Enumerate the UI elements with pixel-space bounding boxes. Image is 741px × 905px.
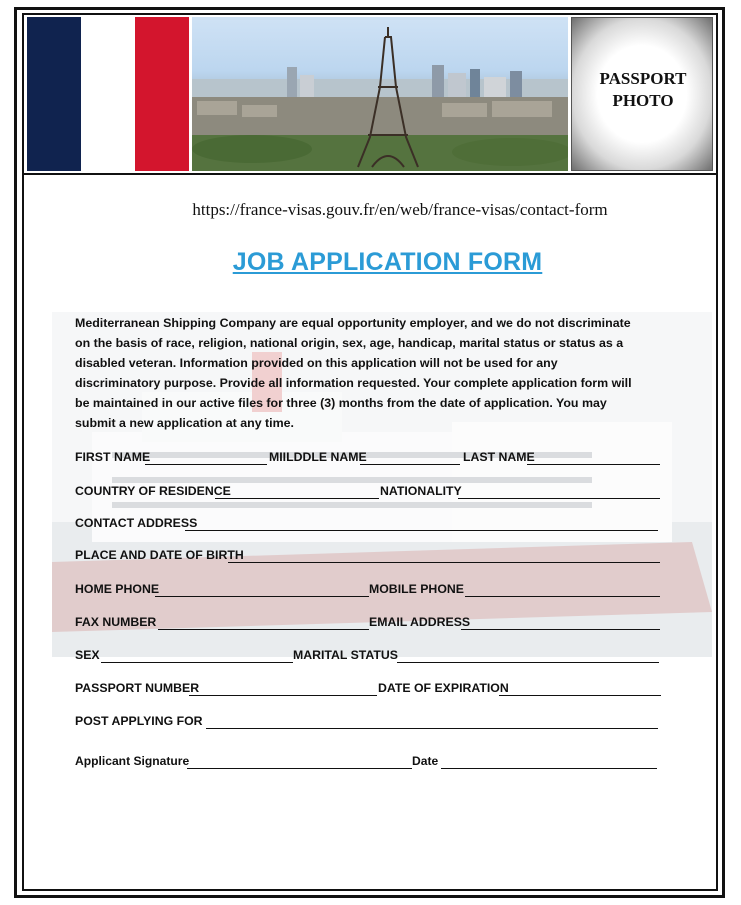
passport-photo-label [572, 68, 714, 112]
row-post [75, 713, 665, 731]
post-applying-for-label: POST APPLYING FOR [75, 714, 203, 728]
passport-number-label: PASSPORT NUMBER [75, 681, 200, 695]
first-name-input[interactable] [145, 464, 267, 465]
email-address-label: EMAIL ADDRESS [369, 615, 471, 629]
home-phone-input[interactable] [155, 596, 369, 597]
marital-status-label: MARITAL STATUS [293, 648, 398, 662]
passport-number-input[interactable] [189, 695, 377, 696]
form-title: JOB APPLICATION FORM [232, 248, 543, 276]
row-sex-marital [75, 647, 665, 665]
fax-number-input[interactable] [158, 629, 369, 630]
sex-input[interactable] [101, 662, 293, 663]
french-flag [27, 17, 189, 171]
passport-photo-box [571, 17, 713, 171]
place-date-birth-label: PLACE AND DATE OF BIRTH [75, 548, 244, 562]
row-signature [75, 753, 665, 771]
flag-blue-stripe [27, 17, 81, 171]
country-of-residence-label: COUNTRY OF RESIDENCE [75, 484, 231, 498]
mobile-phone-input[interactable] [465, 596, 660, 597]
row-birth [75, 547, 665, 565]
row-passport [75, 680, 665, 698]
row-phones [75, 581, 665, 599]
date-input[interactable] [441, 768, 657, 769]
last-name-label: LAST NAME [463, 450, 535, 464]
passport-photo-line2: PHOTO [612, 91, 674, 110]
sex-label: SEX [75, 648, 100, 662]
place-date-birth-input[interactable] [228, 562, 660, 563]
fax-number-label: FAX NUMBER [75, 615, 157, 629]
passport-photo-line1: PASSPORT [599, 69, 687, 88]
middle-name-input[interactable] [360, 464, 460, 465]
nationality-label: NATIONALITY [380, 484, 462, 498]
row-fax-email [75, 614, 665, 632]
row-names [75, 449, 665, 467]
mobile-phone-label: MOBILE PHONE [369, 582, 464, 596]
applicant-signature-label: Applicant Signature [75, 754, 190, 768]
row-residence [75, 483, 665, 501]
paris-skyline-image [192, 17, 568, 171]
marital-status-input[interactable] [397, 662, 659, 663]
post-applying-for-input[interactable] [206, 728, 658, 729]
date-label: Date [412, 754, 439, 768]
paris-skyline-illustration [192, 17, 568, 171]
first-name-label: FIRST NAME [75, 450, 151, 464]
row-address [75, 515, 665, 533]
middle-name-label: MIILDDLE NAME [269, 450, 367, 464]
intro-paragraph: Mediterranean Shipping Company are equal opportunity employer, and we do not discriminate on the basis of race, religion, national origin, sex, age, handicap, marital status or status as a disabled veteran. Information provided on this application will not be used for any discriminatory purpose. Provide all information requested. Your complete application form will be maintained in our active files for three (3) months from the date of application. You may submit a new application at any time. [75, 316, 632, 430]
date-of-expiration-input[interactable] [499, 695, 661, 696]
email-address-input[interactable] [461, 629, 660, 630]
contact-address-label: CONTACT ADDRESS [75, 516, 198, 530]
last-name-input[interactable] [527, 464, 660, 465]
flag-white-stripe [81, 17, 135, 171]
applicant-signature-input[interactable] [187, 768, 412, 769]
country-of-residence-input[interactable] [215, 498, 379, 499]
nationality-input[interactable] [458, 498, 660, 499]
contact-url: https://france-visas.gouv.fr/en/web/france-visas/contact-form [192, 200, 608, 219]
home-phone-label: HOME PHONE [75, 582, 160, 596]
flag-red-stripe [135, 17, 189, 171]
contact-address-input[interactable] [185, 530, 658, 531]
date-of-expiration-label: DATE OF EXPIRATION [378, 681, 509, 695]
